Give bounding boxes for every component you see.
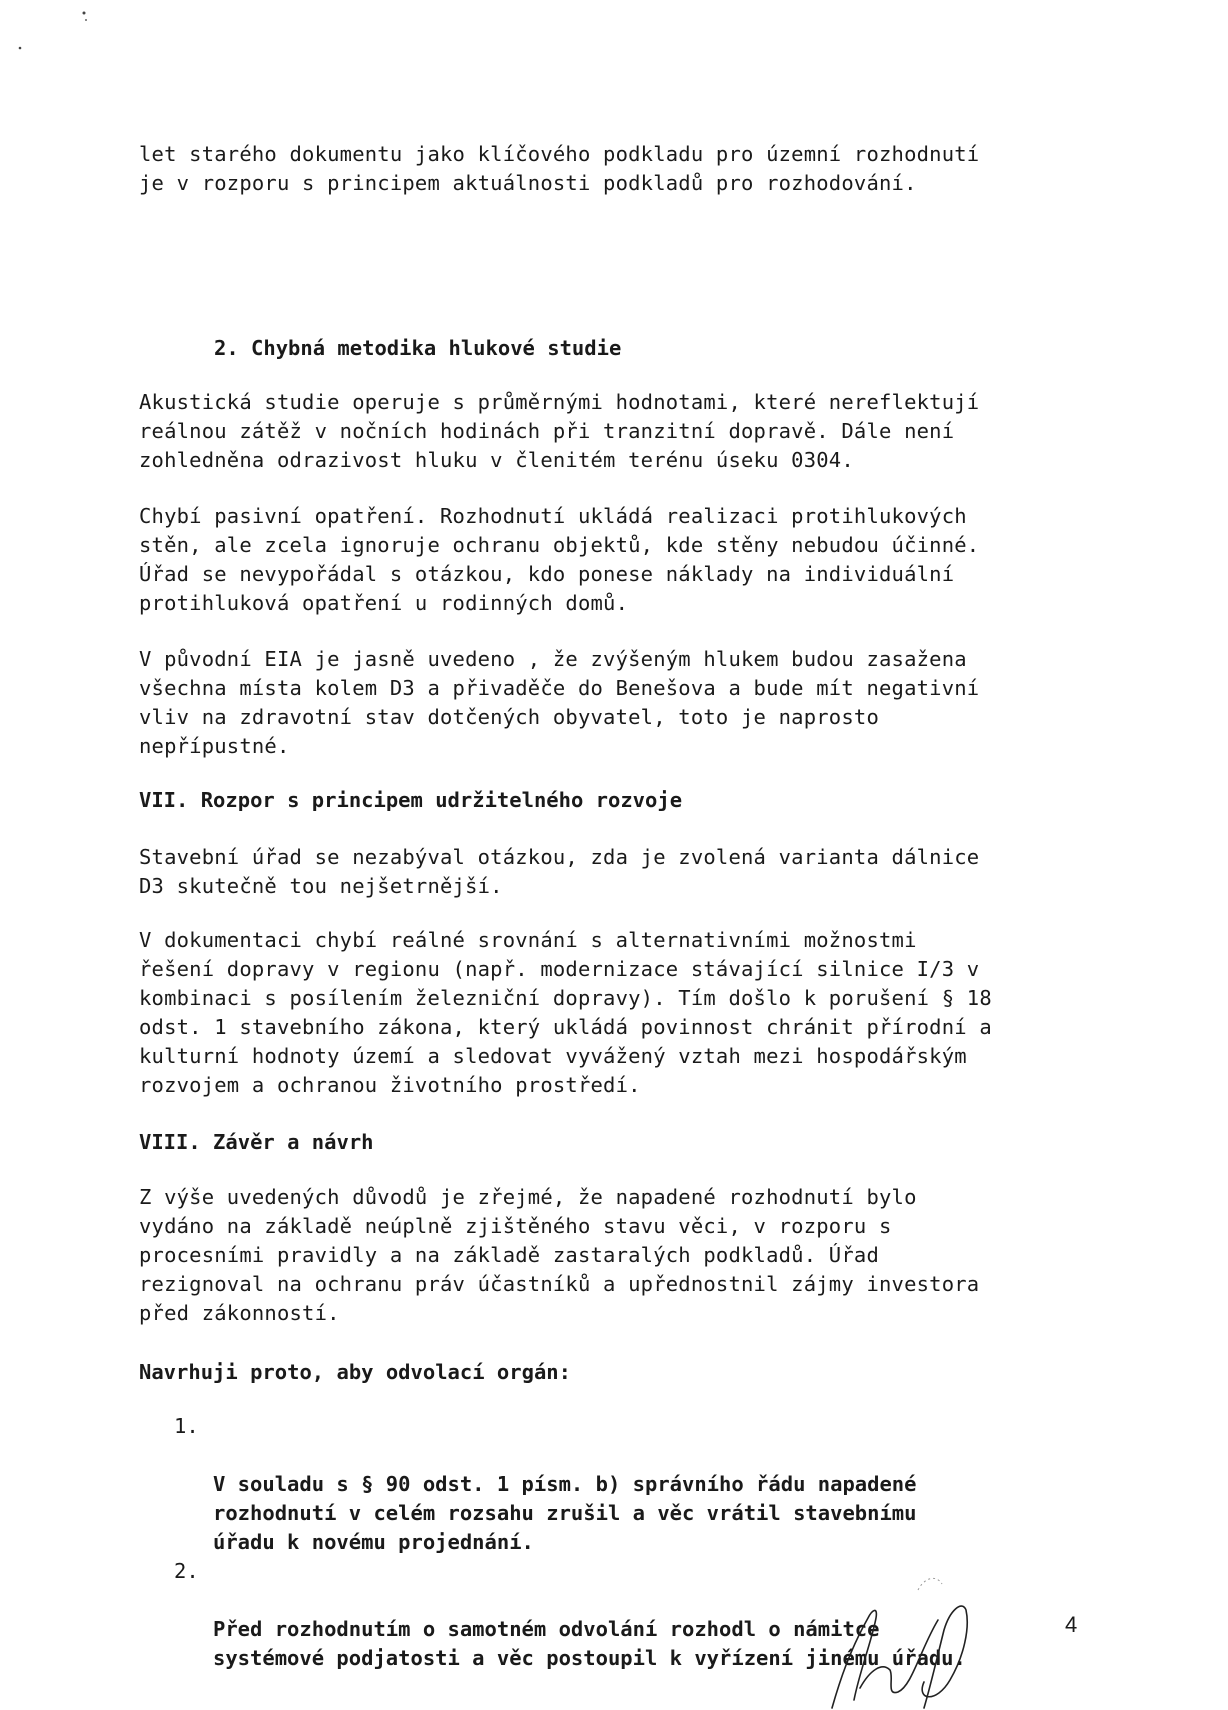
- section-VII-paragraph-1: Stavební úřad se nezabýval otázkou, zda je zvolená varianta dálnice D3 skutečně tou nejšetrnější.: [139, 845, 980, 898]
- proposal-heading: Navrhuji proto, aby odvolací orgán:: [139, 1360, 571, 1384]
- section-VIII-paragraph-1: Z výše uvedených důvodů je zřejmé, že napadené rozhodnutí bylo vydáno na základě neúplně zjištěného stavu věci, v rozporu s procesními pravidly a na základě zastaralých podkladů. Úřad rezignoval na ochranu práv účastníků a upřednostnil zájmy investora před zákonností.: [139, 1185, 980, 1325]
- section-VII-heading: VII. Rozpor s principem udržitelného rozvoje: [139, 788, 683, 812]
- section-2-paragraph-2: Chybí pasivní opatření. Rozhodnutí ukládá realizaci protihlukových stěn, ale zcela ignoruje ochranu objektů, kde stěny nebudou účinné. Úřad se nevypořádal s otázkou, kdo ponese náklady na individuální protihluková opatření u rodinných domů.: [139, 504, 980, 615]
- section-VII-paragraph-2: V dokumentaci chybí reálné srovnání s alternativními možnostmi řešení dopravy v regionu (např. modernizace stávající silnice I/3 v kombinaci s posílením železniční dopravy). Tím došlo k porušení § 18 odst. 1 stavebního zákona, který ukládá povinnost chránit přírodní a kulturní hodnoty území a sledovat vyvážený vztah mezi hospodářským rozvojem a ochranou životního prostředí.: [139, 928, 992, 1097]
- page-number: 4: [1065, 1612, 1078, 1637]
- proposal-item-text: Před rozhodnutím o samotném odvolání rozhodl o námitce systémové podjatosti a věc postoupil k vyřízení jinému úřadu.: [213, 1617, 966, 1670]
- section-VIII-heading: VIII. Závěr a návrh: [139, 1130, 374, 1154]
- intro-paragraph: let starého dokumentu jako klíčového podkladu pro územní rozhodnutí je v rozporu s principem aktuálnosti podkladů pro rozhodování.: [139, 142, 980, 195]
- scan-specks: [0, 0, 120, 70]
- proposal-item-1: [174, 1412, 1094, 1557]
- proposal-item-number: 1.: [174, 1414, 199, 1438]
- section-2-heading: 2. Chybná metodika hlukové studie: [214, 336, 622, 360]
- proposal-item-number: 2.: [174, 1559, 199, 1583]
- section-2-paragraph-3: V původní EIA je jasně uvedeno , že zvýšeným hlukem budou zasažena všechna místa kolem D3 a přivaděče do Benešova a bude mít negativní vliv na zdravotní stav dotčených obyvatel, toto je naprosto nepřípustné.: [139, 647, 980, 758]
- section-2-paragraph-1: Akustická studie operuje s průměrnými hodnotami, které nereflektují reálnou zátěž v nočních hodinách při tranzitní dopravě. Dále není zohledněna odrazivost hluku v členitém terénu úseku 0304.: [139, 390, 980, 472]
- proposal-item-text: V souladu s § 90 odst. 1 písm. b) správního řádu napadené rozhodnutí v celém rozsahu zrušil a věc vrátil stavebnímu úřadu k novému projednání.: [213, 1472, 917, 1554]
- signature: [820, 1570, 1020, 1710]
